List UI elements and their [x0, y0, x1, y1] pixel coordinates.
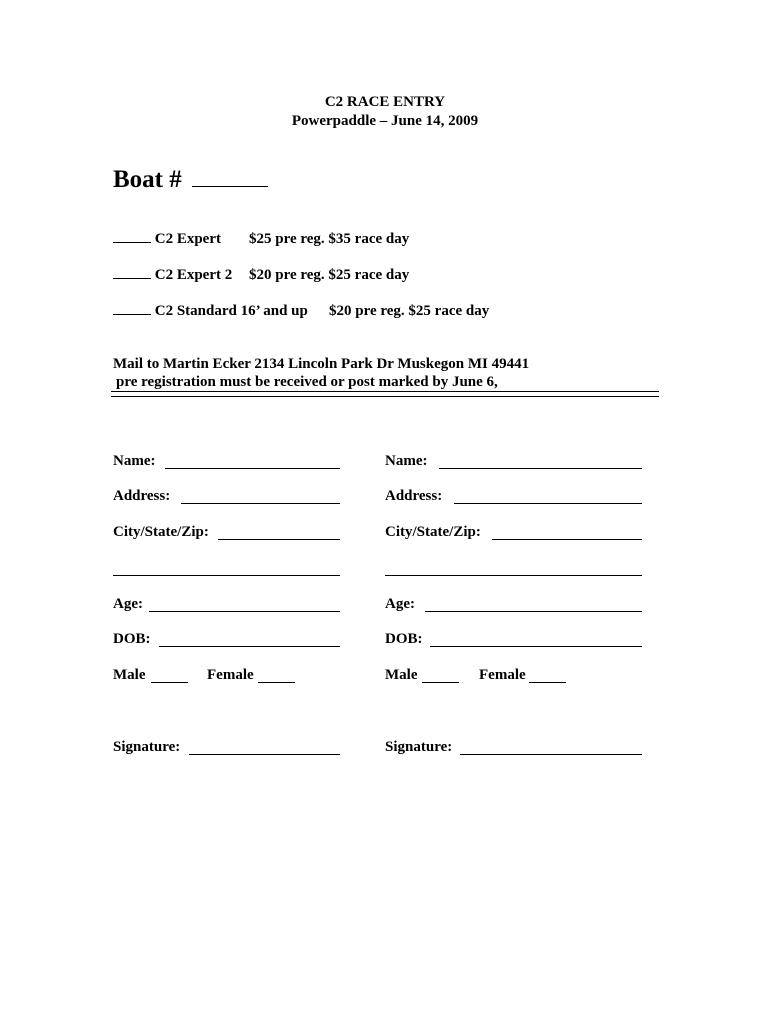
form-title: C2 RACE ENTRY	[324, 94, 446, 110]
right-age-field[interactable]	[425, 611, 642, 612]
right-extra-address-field[interactable]	[385, 575, 642, 576]
right-address-label: Address:	[385, 488, 443, 504]
class-prices: $25 pre reg. $35 race day	[249, 231, 410, 247]
right-name-label: Name:	[385, 453, 428, 469]
class-name: C2 Standard 16’ and up	[154, 303, 308, 319]
class-check-blank[interactable]	[113, 314, 151, 315]
right-male-field[interactable]	[422, 682, 459, 683]
divider-line	[111, 396, 659, 397]
boat-number-blank[interactable]	[192, 164, 268, 187]
right-signature-label: Signature:	[385, 739, 453, 755]
mail-address: Mail to Martin Ecker 2134 Lincoln Park Dr Muskegon MI 49441	[113, 356, 530, 372]
left-female-label: Female	[207, 667, 254, 683]
left-age-label: Age:	[113, 596, 143, 612]
left-name-field[interactable]	[165, 468, 340, 469]
class-prices: $20 pre reg. $25 race day	[329, 303, 490, 319]
class-prices: $20 pre reg. $25 race day	[249, 267, 410, 283]
divider-line	[111, 391, 659, 392]
left-dob-label: DOB:	[113, 631, 151, 647]
left-age-field[interactable]	[149, 611, 340, 612]
class-row-standard	[113, 303, 308, 320]
left-dob-field[interactable]	[159, 646, 340, 647]
right-signature-field[interactable]	[460, 754, 642, 755]
class-row-expert-2	[113, 267, 232, 284]
registration-deadline: pre registration must be received or post marked by June 6,	[116, 374, 498, 390]
boat-label: Boat #	[113, 166, 182, 193]
right-dob-field[interactable]	[430, 646, 642, 647]
left-female-field[interactable]	[258, 682, 295, 683]
right-address-field[interactable]	[454, 503, 642, 504]
right-male-label: Male	[385, 667, 418, 683]
right-dob-label: DOB:	[385, 631, 423, 647]
left-city-field[interactable]	[218, 539, 340, 540]
right-female-label: Female	[479, 667, 526, 683]
right-city-label: City/State/Zip:	[385, 524, 481, 540]
right-age-label: Age:	[385, 596, 415, 612]
class-name: C2 Expert 2	[154, 267, 233, 283]
class-row-expert	[113, 231, 221, 248]
left-signature-label: Signature:	[113, 739, 181, 755]
boat-number-row	[113, 164, 268, 194]
right-name-field[interactable]	[439, 468, 642, 469]
class-check-blank[interactable]	[113, 278, 151, 279]
left-city-label: City/State/Zip:	[113, 524, 209, 540]
form-subtitle: Powerpaddle – June 14, 2009	[291, 113, 479, 129]
left-address-field[interactable]	[181, 503, 340, 504]
left-male-field[interactable]	[151, 682, 188, 683]
left-signature-field[interactable]	[189, 754, 340, 755]
class-check-blank[interactable]	[113, 242, 151, 243]
class-name: C2 Expert	[154, 231, 221, 247]
right-female-field[interactable]	[529, 682, 566, 683]
left-extra-address-field[interactable]	[113, 575, 340, 576]
left-male-label: Male	[113, 667, 146, 683]
left-name-label: Name:	[113, 453, 156, 469]
right-city-field[interactable]	[492, 539, 642, 540]
left-address-label: Address:	[113, 488, 171, 504]
